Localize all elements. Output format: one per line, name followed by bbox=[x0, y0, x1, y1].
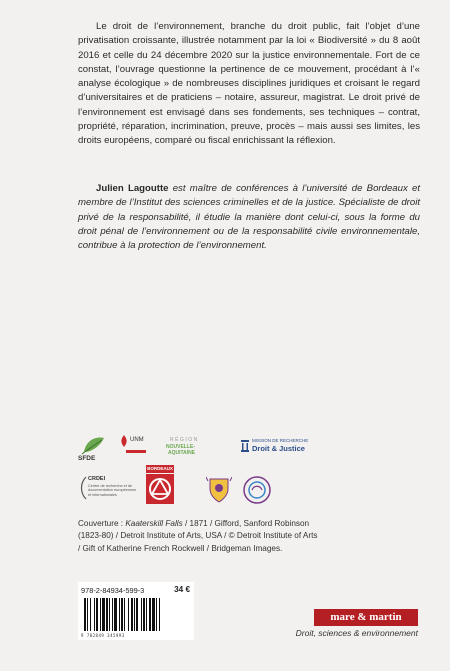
credits-line-1 bbox=[78, 518, 423, 530]
mission-label: MISSION DE RECHERCHE bbox=[252, 438, 309, 443]
crdei-label: CRDEI bbox=[88, 476, 106, 482]
unm-bar bbox=[126, 450, 146, 453]
bordeaux-label: BORDEAUX bbox=[147, 466, 173, 471]
sfde-label: SFDE bbox=[78, 455, 96, 462]
columns-icon bbox=[240, 439, 250, 453]
crdei-description: Centre de recherche et de documentation européennes et internationales bbox=[88, 484, 137, 497]
crdei-logo bbox=[78, 475, 138, 505]
bordeaux-emblem-icon bbox=[146, 474, 174, 504]
summary-text bbox=[78, 20, 420, 149]
barcode-digits: 9 782849 345993 bbox=[81, 633, 125, 638]
region-label-bot: AQUITAINE bbox=[168, 450, 196, 456]
author-name: Julien Lagoutte bbox=[96, 183, 169, 194]
mission-droit-justice-logo bbox=[240, 436, 330, 464]
isbn-number: 978-2-84934-599-3 bbox=[81, 586, 145, 595]
partner-logos-row-2 bbox=[78, 466, 278, 507]
crest-logo bbox=[206, 475, 232, 505]
crdei-bracket-icon bbox=[78, 475, 88, 501]
unm-logo bbox=[118, 434, 150, 464]
unm-flame-icon bbox=[118, 434, 130, 448]
author-bio bbox=[78, 182, 420, 253]
barcode-box bbox=[78, 582, 194, 640]
author-bio-text: est maître de conférences à l’université de Bordeaux et membre de l’Institut des sciences criminelles et de la justice. Spécialiste de droit privé de la responsabilité, il étudie la manière dont celui-ci, sous la forme du droit pénal de l’environnement ou de la responsabilité civile environnementale, contribue à la protection de l’environnement. bbox=[78, 183, 420, 252]
collection-name: Droit, sciences & environnement bbox=[295, 628, 418, 638]
publisher-logo: mare & martin bbox=[314, 609, 418, 626]
credits-label: Couverture : bbox=[78, 519, 124, 528]
painting-title: Kaaterskill Falls bbox=[125, 519, 183, 528]
circle-logo bbox=[242, 475, 278, 505]
unm-label: UNM bbox=[130, 437, 144, 443]
droit-justice-label: Droit & Justice bbox=[252, 444, 305, 453]
bordeaux-logo bbox=[146, 465, 174, 505]
region-label-top: RÉGION bbox=[170, 437, 199, 443]
barcode-bars bbox=[84, 598, 188, 631]
region-label-mid: NOUVELLE- bbox=[166, 444, 195, 450]
author-paragraph bbox=[78, 182, 420, 253]
credits-line-3: / Gift of Katherine French Rockwell / Bridgeman Images. bbox=[78, 543, 283, 553]
sfde-leaf-icon bbox=[78, 434, 108, 456]
cover-credits bbox=[78, 518, 423, 555]
credits-line-2: (1823-80) / Detroit Institute of Arts, USA / © Detroit Institute of Arts bbox=[78, 531, 318, 541]
summary-paragraph: Le droit de l’environnement, branche du droit public, fait l’objet d’une privatisation croissante, illustrée notamment par la loi « Biodiversité » du 8 août 2016 et celle du 24 décembre 2020 sur la justice environnementale. Fort de ce constat, l’ouvrage questionne la pertinence de ce mouvement, procédant à l’« analyse écologique » de nombreuses disciplines juridiques et croisant le regard d’universitaires et de praticiens – notaire, assureur, magistrat. Le droit privé de l’environnement est envisagé dans ses fondements, ses techniques – contrat, propriété, réparation, incrimination, preuve, procès – mais aussi ses limites, les droits européens, comparé ou fiscal enrichissant la réflexion. bbox=[78, 21, 420, 147]
credits-line-1-rest: / 1871 / Gifford, Sanford Robinson bbox=[184, 519, 310, 528]
crest-icon bbox=[206, 475, 232, 505]
circle-emblem-icon bbox=[242, 475, 272, 505]
partner-logos-row-1 bbox=[78, 432, 418, 466]
price: 34 € bbox=[174, 585, 190, 594]
region-logo bbox=[166, 438, 216, 464]
sfde-logo bbox=[78, 434, 108, 464]
